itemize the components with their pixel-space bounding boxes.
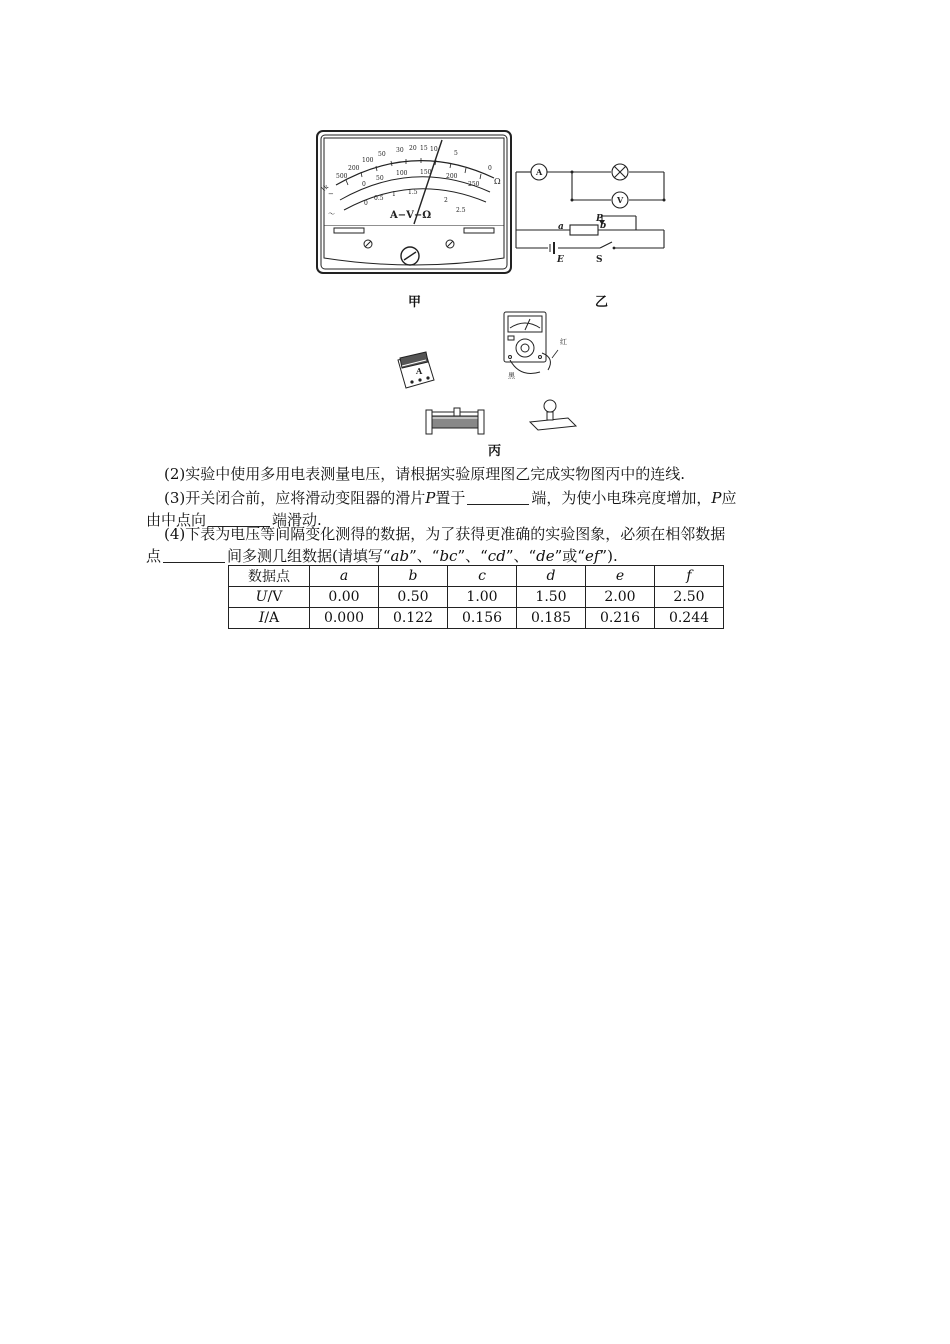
q4-opt-bc: bc bbox=[439, 547, 458, 565]
q3-text-6: 端滑动. bbox=[272, 511, 322, 529]
label-e: E bbox=[557, 255, 564, 265]
table-cell: 0.216 bbox=[586, 608, 655, 629]
ac-symbol: 〜 bbox=[328, 210, 335, 218]
ohm-tick-15: 15 bbox=[420, 145, 428, 152]
ohm-tick-30: 30 bbox=[396, 147, 404, 154]
q4-opt-ef: ef bbox=[584, 547, 600, 565]
q3-text-1: (3)开关闭合前，应将滑动变阻器的滑片 bbox=[164, 489, 426, 507]
table-cell: 1.00 bbox=[448, 587, 517, 608]
ammeter-label: A bbox=[536, 167, 543, 177]
ohm-tick-10: 10 bbox=[430, 146, 438, 153]
ohm-tick-100: 100 bbox=[362, 157, 374, 164]
dc-tick-0: 0 bbox=[362, 181, 366, 188]
ohm-ticks: 1k bbox=[319, 183, 330, 194]
q4-end: ”). bbox=[599, 547, 618, 565]
table-row-label bbox=[229, 587, 310, 608]
table-row-header bbox=[229, 566, 724, 587]
small-tick-1: 1 bbox=[392, 191, 396, 198]
dc-symbol: − bbox=[328, 190, 334, 198]
q4-text-2: 间多测几组数据(请填写“ bbox=[227, 547, 391, 565]
small-tick-1.5: 1.5 bbox=[408, 189, 418, 196]
red-label: 红 bbox=[560, 338, 567, 346]
table-cell: 0.185 bbox=[517, 608, 586, 629]
small-tick-0.5: 0.5 bbox=[374, 195, 384, 202]
table-cell: 0.156 bbox=[448, 608, 517, 629]
q4-opt-ab: ab bbox=[390, 547, 410, 565]
dc-tick-100: 100 bbox=[396, 170, 408, 177]
question-2: (2)实验中使用多用电表测量电压，请根据实验原理图乙完成实物图丙中的连线. bbox=[164, 465, 686, 483]
ohm-tick-5: 5 bbox=[454, 150, 458, 157]
caption-yi: 乙 bbox=[595, 295, 609, 310]
small-tick-2: 2 bbox=[444, 197, 448, 204]
table-row-current bbox=[229, 608, 724, 629]
table-header-cell: d bbox=[517, 566, 586, 587]
caption-bing: 丙 bbox=[488, 444, 502, 459]
q4-sep-2: ”、“ bbox=[457, 547, 488, 565]
q3-var-p2: P bbox=[711, 489, 722, 507]
q3-blank-1[interactable] bbox=[467, 490, 529, 505]
label-s: S bbox=[596, 255, 603, 265]
ammeter-box-label: A bbox=[416, 366, 423, 376]
table-row-voltage bbox=[229, 587, 724, 608]
label-b: b bbox=[600, 221, 607, 231]
table-cell: 2.50 bbox=[655, 587, 724, 608]
small-tick-0: 0 bbox=[364, 200, 368, 207]
q3-text-4: 应 bbox=[721, 489, 737, 507]
table-header-cell: a bbox=[310, 566, 379, 587]
table-cell: 0.00 bbox=[310, 587, 379, 608]
label-p: P bbox=[596, 214, 603, 224]
black-label: 黑 bbox=[508, 372, 515, 380]
table-header-cell: e bbox=[586, 566, 655, 587]
table-header-cell: c bbox=[448, 566, 517, 587]
table-cell: 1.50 bbox=[517, 587, 586, 608]
i-unit: /A bbox=[264, 610, 280, 626]
question-4-line1: (4)下表为电压等间隔变化测得的数据，为了获得更准确的实验图象，必须在相邻数据 bbox=[164, 525, 726, 543]
table-header-label: 数据点 bbox=[229, 566, 310, 587]
q4-or: ”或“ bbox=[554, 547, 585, 565]
i-var: I bbox=[258, 610, 265, 626]
q4-opt-cd: cd bbox=[487, 547, 506, 565]
table-cell: 0.244 bbox=[655, 608, 724, 629]
question-4-line2 bbox=[146, 545, 808, 567]
table-cell: 0.000 bbox=[310, 608, 379, 629]
q4-sep-3: ”、“ bbox=[505, 547, 537, 565]
ohm-tick-50: 50 bbox=[378, 151, 386, 158]
q4-text-1: 点 bbox=[146, 547, 162, 565]
label-a: a bbox=[558, 222, 564, 232]
table-row-label bbox=[229, 608, 310, 629]
data-table bbox=[228, 565, 724, 629]
u-var: U bbox=[255, 589, 268, 605]
dc-tick-250: 250 bbox=[468, 181, 480, 188]
u-unit: /V bbox=[267, 589, 283, 605]
meter-label: A−V−Ω bbox=[390, 210, 432, 221]
table-cell: 2.00 bbox=[586, 587, 655, 608]
q4-opt-de: de bbox=[536, 547, 555, 565]
dc-tick-200: 200 bbox=[446, 173, 458, 180]
table-cell: 0.122 bbox=[379, 608, 448, 629]
figure-jia-meter bbox=[316, 130, 512, 276]
q4-sep-1: ”、“ bbox=[409, 547, 440, 565]
figure-yi-circuit bbox=[510, 158, 670, 270]
table-header-cell: b bbox=[379, 566, 448, 587]
figure-bing-apparatus bbox=[390, 308, 590, 448]
q3-text-3: 端，为使小电珠亮度增加， bbox=[531, 489, 712, 507]
ohm-symbol: Ω bbox=[494, 177, 501, 186]
dc-tick-50: 50 bbox=[376, 175, 384, 182]
dc-tick-150: 150 bbox=[420, 169, 432, 176]
q3-text-5: 由中点向 bbox=[146, 511, 207, 529]
caption-jia: 甲 bbox=[408, 295, 422, 310]
ohm-tick-200: 200 bbox=[348, 165, 360, 172]
table-header-cell: f bbox=[655, 566, 724, 587]
ohm-tick-20: 20 bbox=[409, 145, 417, 152]
question-3-line1 bbox=[146, 487, 826, 509]
ohm-tick-0: 0 bbox=[488, 165, 492, 172]
q3-var-p: P bbox=[425, 489, 436, 507]
voltmeter-label: V bbox=[617, 195, 624, 205]
q4-blank[interactable] bbox=[163, 548, 225, 563]
table-cell: 0.50 bbox=[379, 587, 448, 608]
q3-text-2: 置于 bbox=[435, 489, 466, 507]
small-tick-2.5: 2.5 bbox=[456, 207, 466, 214]
ohm-tick-500: 500 bbox=[336, 173, 348, 180]
